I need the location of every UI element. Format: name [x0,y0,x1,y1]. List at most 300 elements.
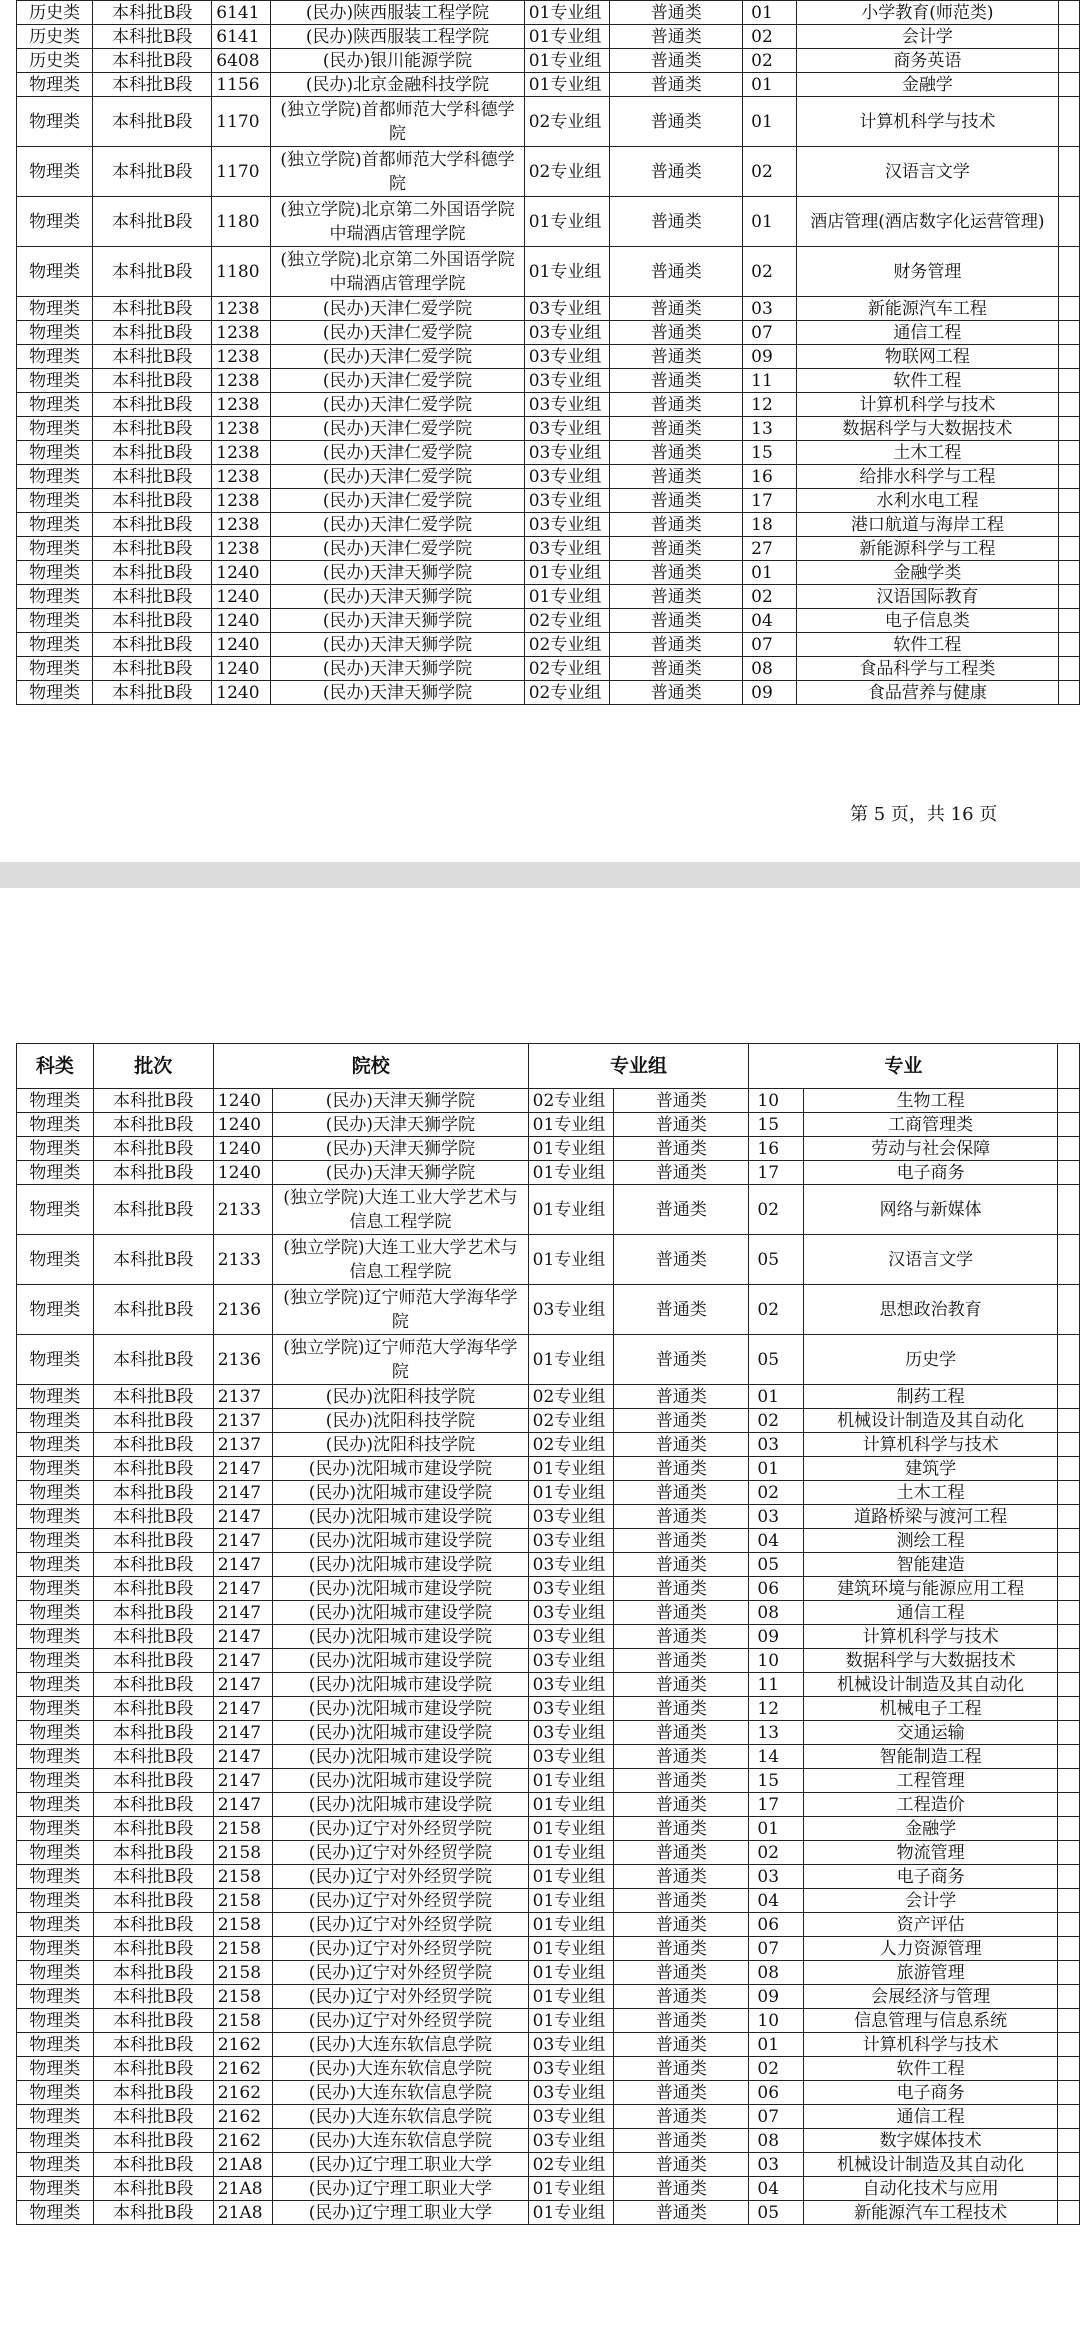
cell-school-name: (民办)天津天狮学院 [271,561,525,585]
cell-major-code: 12 [743,393,797,417]
cell-category: 物理类 [17,2081,94,2105]
cell-school-code: 1240 [213,1113,272,1137]
cell-school-code: 6141 [212,25,271,49]
cell-school-code: 1238 [212,417,271,441]
cell-school-name: (民办)大连东软信息学院 [273,2033,528,2057]
cell-extra [1058,561,1079,585]
cell-category: 物理类 [17,1433,94,1457]
cell-batch: 本科批B段 [93,1505,213,1529]
cell-school-name: (民办)沈阳城市建设学院 [273,1457,528,1481]
table-row [17,2177,1080,2201]
cell-extra [1058,2129,1080,2153]
cell-school-code: 2137 [213,1409,272,1433]
cell-category: 物理类 [17,1625,94,1649]
cell-school-name: (独立学院)首都师范大学科德学院 [271,97,525,147]
table-row [17,609,1080,633]
cell-school-code: 2162 [213,2081,272,2105]
cell-major-group: 03专业组 [528,1745,614,1769]
table-row [17,321,1080,345]
cell-category: 物理类 [17,2033,94,2057]
cell-category: 物理类 [17,2057,94,2081]
table-row [17,2081,1080,2105]
cell-major-name: 智能建造 [803,1553,1057,1577]
cell-major-code: 01 [749,1457,804,1481]
cell-extra [1058,321,1079,345]
cell-extra [1058,1505,1080,1529]
cell-category: 历史类 [17,1,93,25]
cell-school-name: (民办)大连东软信息学院 [273,2081,528,2105]
cell-school-code: 1238 [212,465,271,489]
cell-school-name: (民办)沈阳城市建设学院 [273,1625,528,1649]
table-row [17,1769,1080,1793]
cell-school-code: 2158 [213,1817,272,1841]
cell-school-code: 2147 [213,1721,272,1745]
cell-category: 物理类 [17,1553,94,1577]
cell-major-name: 新能源汽车工程技术 [803,2201,1057,2225]
cell-category: 物理类 [17,1865,94,1889]
cell-major-code: 07 [743,321,797,345]
cell-category: 物理类 [17,393,93,417]
cell-major-code: 08 [749,1601,804,1625]
table-row [17,681,1080,705]
cell-batch: 本科批B段 [93,1697,213,1721]
cell-school-code: 2147 [213,1457,272,1481]
cell-major-code: 03 [749,1505,804,1529]
cell-school-name: (民办)沈阳城市建设学院 [273,1793,528,1817]
table-row [17,1433,1080,1457]
cell-major-name: 制药工程 [803,1385,1057,1409]
cell-major-group: 03专业组 [524,465,610,489]
cell-extra [1058,513,1079,537]
cell-school-code: 1240 [212,561,271,585]
cell-major-group: 03专业组 [528,2129,614,2153]
cell-major-code: 02 [743,585,797,609]
cell-school-name: (民办)辽宁对外经贸学院 [273,1913,528,1937]
table-row [17,1841,1080,1865]
cell-school-name: (民办)天津天狮学院 [271,585,525,609]
cell-category: 物理类 [17,465,93,489]
cell-category: 物理类 [17,1137,94,1161]
header-category: 科类 [17,1044,94,1089]
table-row [17,2129,1080,2153]
cell-type: 普通类 [614,1817,749,1841]
cell-major-name: 交通运输 [803,1721,1057,1745]
cell-major-group: 03专业组 [528,1529,614,1553]
cell-category: 物理类 [17,657,93,681]
cell-type: 普通类 [614,1649,749,1673]
table-row [17,1409,1080,1433]
cell-type: 普通类 [614,1529,749,1553]
cell-category: 物理类 [17,1937,94,1961]
table-row [17,1865,1080,1889]
cell-category: 物理类 [17,585,93,609]
page-footer: 第 5 页，共 16 页 [850,804,998,825]
cell-category: 物理类 [17,417,93,441]
cell-category: 物理类 [17,197,93,247]
cell-major-group: 03专业组 [524,297,610,321]
cell-major-group: 03专业组 [524,513,610,537]
cell-extra [1058,1137,1080,1161]
cell-major-code: 02 [749,1841,804,1865]
cell-school-name: (民办)天津天狮学院 [273,1089,528,1113]
cell-major-code: 14 [749,1745,804,1769]
table-row [17,1505,1080,1529]
cell-major-name: 金融学 [797,73,1059,97]
cell-type: 普通类 [610,585,743,609]
cell-major-name: 食品科学与工程类 [797,657,1059,681]
cell-major-group: 02专业组 [524,657,610,681]
cell-school-name: (民办)天津天狮学院 [273,1161,528,1185]
cell-school-code: 1238 [212,489,271,513]
cell-type: 普通类 [610,393,743,417]
cell-extra [1058,2033,1080,2057]
cell-category: 物理类 [17,609,93,633]
cell-major-code: 04 [749,1529,804,1553]
cell-extra [1058,1913,1080,1937]
cell-extra [1058,633,1079,657]
cell-batch: 本科批B段 [93,1457,213,1481]
cell-school-name: (民办)大连东软信息学院 [273,2057,528,2081]
cell-major-name: 软件工程 [797,369,1059,393]
cell-major-group: 02专业组 [528,2153,614,2177]
cell-school-code: 2158 [213,1961,272,1985]
cell-major-code: 06 [749,1577,804,1601]
cell-major-group: 03专业组 [524,393,610,417]
table-row [17,513,1080,537]
cell-major-code: 01 [743,73,797,97]
table-row [17,49,1080,73]
cell-school-name: (独立学院)大连工业大学艺术与信息工程学院 [273,1185,528,1235]
cell-batch: 本科批B段 [93,489,212,513]
cell-school-code: 2133 [213,1235,272,1285]
cell-category: 物理类 [17,1385,94,1409]
cell-major-name: 测绘工程 [803,1529,1057,1553]
cell-school-code: 2136 [213,1285,272,1335]
cell-school-name: (民办)辽宁对外经贸学院 [273,1961,528,1985]
cell-batch: 本科批B段 [93,1409,213,1433]
cell-batch: 本科批B段 [93,73,212,97]
cell-extra [1058,1961,1080,1985]
cell-major-group: 01专业组 [528,1137,614,1161]
cell-school-code: 2147 [213,1553,272,1577]
cell-school-code: 1180 [212,247,271,297]
cell-major-name: 历史学 [803,1335,1057,1385]
cell-extra [1058,2009,1080,2033]
cell-type: 普通类 [610,633,743,657]
cell-major-code: 15 [749,1769,804,1793]
cell-major-name: 机械电子工程 [803,1697,1057,1721]
cell-extra [1058,297,1079,321]
cell-major-name: 机械设计制造及其自动化 [803,1409,1057,1433]
cell-type: 普通类 [614,1235,749,1285]
table-row [17,1553,1080,1577]
cell-extra [1058,1625,1080,1649]
cell-type: 普通类 [614,1335,749,1385]
cell-category: 物理类 [17,489,93,513]
cell-type: 普通类 [614,1793,749,1817]
cell-major-group: 01专业组 [528,1457,614,1481]
table-row [17,247,1080,297]
cell-type: 普通类 [610,537,743,561]
cell-batch: 本科批B段 [93,2177,213,2201]
cell-major-group: 01专业组 [528,1335,614,1385]
cell-school-code: 2162 [213,2105,272,2129]
cell-batch: 本科批B段 [93,2009,213,2033]
cell-major-code: 03 [743,297,797,321]
table-row [17,1649,1080,1673]
cell-school-name: (民办)辽宁对外经贸学院 [273,2009,528,2033]
cell-major-group: 01专业组 [528,1185,614,1235]
cell-type: 普通类 [610,465,743,489]
cell-major-group: 03专业组 [524,441,610,465]
cell-major-name: 旅游管理 [803,1961,1057,1985]
cell-category: 物理类 [17,297,93,321]
cell-type: 普通类 [614,2081,749,2105]
cell-school-code: 2158 [213,1913,272,1937]
cell-school-code: 2158 [213,1889,272,1913]
cell-school-name: (民办)沈阳城市建设学院 [273,1769,528,1793]
cell-school-code: 2147 [213,1505,272,1529]
cell-major-code: 07 [749,2105,804,2129]
table-row [17,393,1080,417]
cell-batch: 本科批B段 [93,2057,213,2081]
cell-extra [1058,657,1079,681]
cell-major-group: 01专业组 [528,1841,614,1865]
cell-school-code: 2162 [213,2033,272,2057]
cell-major-name: 会计学 [797,25,1059,49]
cell-school-name: (独立学院)首都师范大学科德学院 [271,147,525,197]
cell-major-group: 03专业组 [524,321,610,345]
cell-major-name: 劳动与社会保障 [803,1137,1057,1161]
cell-type: 普通类 [614,2177,749,2201]
cell-extra [1058,537,1079,561]
cell-extra [1058,1793,1080,1817]
cell-type: 普通类 [614,2033,749,2057]
cell-major-name: 人力资源管理 [803,1937,1057,1961]
cell-major-code: 27 [743,537,797,561]
cell-category: 物理类 [17,537,93,561]
cell-major-name: 土木工程 [797,441,1059,465]
table-row [17,97,1080,147]
cell-major-name: 汉语言文学 [797,147,1059,197]
cell-type: 普通类 [614,1385,749,1409]
table-row [17,369,1080,393]
cell-batch: 本科批B段 [93,1335,213,1385]
cell-type: 普通类 [610,561,743,585]
cell-type: 普通类 [610,49,743,73]
cell-category: 物理类 [17,1161,94,1185]
cell-major-code: 05 [749,1235,804,1285]
header-major-group: 专业组 [528,1044,749,1089]
cell-major-name: 商务英语 [797,49,1059,73]
cell-extra [1058,1113,1080,1137]
cell-major-group: 03专业组 [528,1649,614,1673]
cell-category: 物理类 [17,633,93,657]
cell-category: 物理类 [17,247,93,297]
cell-type: 普通类 [614,1409,749,1433]
cell-batch: 本科批B段 [93,197,212,247]
cell-batch: 本科批B段 [93,1673,213,1697]
cell-major-name: 机械设计制造及其自动化 [803,2153,1057,2177]
table-row [17,1961,1080,1985]
cell-school-code: 2158 [213,1841,272,1865]
cell-school-code: 1238 [212,345,271,369]
cell-major-name: 金融学 [803,1817,1057,1841]
cell-extra [1058,1697,1080,1721]
cell-school-code: 2147 [213,1577,272,1601]
cell-major-group: 02专业组 [524,681,610,705]
cell-major-code: 13 [749,1721,804,1745]
cell-major-name: 智能制造工程 [803,1745,1057,1769]
cell-school-code: 2147 [213,1769,272,1793]
cell-major-name: 计算机科学与技术 [797,393,1059,417]
cell-major-group: 03专业组 [528,2057,614,2081]
cell-extra [1058,1529,1080,1553]
cell-major-name: 计算机科学与技术 [803,1625,1057,1649]
cell-category: 物理类 [17,1745,94,1769]
cell-extra [1058,1481,1080,1505]
cell-batch: 本科批B段 [93,1089,213,1113]
cell-school-code: 2147 [213,1793,272,1817]
cell-extra [1058,1865,1080,1889]
cell-category: 物理类 [17,1841,94,1865]
cell-extra [1058,197,1079,247]
cell-batch: 本科批B段 [93,1481,213,1505]
cell-major-name: 通信工程 [797,321,1059,345]
cell-extra [1058,2105,1080,2129]
cell-category: 物理类 [17,97,93,147]
cell-type: 普通类 [614,1505,749,1529]
cell-type: 普通类 [614,1985,749,2009]
table-row [17,1113,1080,1137]
table-row [17,1185,1080,1235]
cell-major-group: 01专业组 [524,561,610,585]
cell-major-group: 01专业组 [524,49,610,73]
cell-batch: 本科批B段 [93,393,212,417]
cell-major-code: 03 [749,2153,804,2177]
cell-type: 普通类 [610,1,743,25]
cell-major-group: 02专业组 [524,633,610,657]
cell-type: 普通类 [614,1745,749,1769]
cell-school-name: (民办)天津天狮学院 [271,657,525,681]
cell-school-code: 1180 [212,197,271,247]
cell-school-code: 21A8 [213,2153,272,2177]
table-row [17,1817,1080,1841]
cell-type: 普通类 [614,1721,749,1745]
cell-major-group: 01专业组 [528,2009,614,2033]
cell-school-code: 1238 [212,441,271,465]
cell-type: 普通类 [610,247,743,297]
cell-major-group: 02专业组 [528,1089,614,1113]
cell-category: 物理类 [17,561,93,585]
table-row [17,2105,1080,2129]
cell-batch: 本科批B段 [93,1385,213,1409]
cell-major-group: 01专业组 [528,1961,614,1985]
cell-major-group: 02专业组 [528,1409,614,1433]
cell-school-code: 1170 [212,97,271,147]
cell-batch: 本科批B段 [93,2201,213,2225]
cell-batch: 本科批B段 [93,1985,213,2009]
cell-type: 普通类 [614,1285,749,1335]
cell-major-group: 03专业组 [528,2105,614,2129]
cell-major-code: 11 [749,1673,804,1697]
cell-type: 普通类 [610,25,743,49]
cell-category: 物理类 [17,2153,94,2177]
cell-major-name: 电子商务 [803,2081,1057,2105]
cell-school-code: 1170 [212,147,271,197]
cell-category: 物理类 [17,513,93,537]
cell-category: 历史类 [17,49,93,73]
cell-school-name: (民办)沈阳城市建设学院 [273,1649,528,1673]
cell-extra [1058,1335,1080,1385]
cell-major-code: 09 [749,1985,804,2009]
cell-major-name: 生物工程 [803,1089,1057,1113]
cell-batch: 本科批B段 [93,49,212,73]
cell-type: 普通类 [614,1185,749,1235]
cell-school-name: (民办)沈阳科技学院 [273,1409,528,1433]
header-extra [1058,1044,1080,1089]
cell-school-name: (独立学院)北京第二外国语学院中瑞酒店管理学院 [271,247,525,297]
cell-school-code: 2147 [213,1529,272,1553]
cell-category: 物理类 [17,345,93,369]
table-row [17,1913,1080,1937]
cell-school-name: (独立学院)大连工业大学艺术与信息工程学院 [273,1235,528,1285]
cell-type: 普通类 [610,297,743,321]
cell-school-code: 2162 [213,2057,272,2081]
cell-school-name: (民办)辽宁对外经贸学院 [273,1985,528,2009]
cell-major-name: 物联网工程 [797,345,1059,369]
cell-batch: 本科批B段 [93,1601,213,1625]
table-row [17,657,1080,681]
cell-extra [1058,1185,1080,1235]
cell-category: 物理类 [17,2105,94,2129]
cell-major-group: 01专业组 [528,2201,614,2225]
cell-batch: 本科批B段 [93,1913,213,1937]
cell-major-group: 01专业组 [528,1235,614,1285]
cell-major-group: 03专业组 [524,417,610,441]
cell-major-group: 02专业组 [524,147,610,197]
table-row [17,1601,1080,1625]
cell-batch: 本科批B段 [93,369,212,393]
table-header-row [17,1044,1080,1089]
cell-extra [1058,147,1079,197]
cell-batch: 本科批B段 [93,417,212,441]
cell-school-name: (民办)大连东软信息学院 [273,2129,528,2153]
cell-major-name: 建筑学 [803,1457,1057,1481]
cell-category: 物理类 [17,1529,94,1553]
cell-major-group: 01专业组 [524,197,610,247]
table-row [17,73,1080,97]
cell-school-code: 2147 [213,1601,272,1625]
table-row [17,1793,1080,1817]
cell-major-code: 02 [749,1409,804,1433]
cell-type: 普通类 [614,1553,749,1577]
cell-major-group: 02专业组 [524,97,610,147]
cell-type: 普通类 [614,1889,749,1913]
cell-extra [1058,465,1079,489]
cell-school-name: (民办)沈阳城市建设学院 [273,1673,528,1697]
table-row [17,1721,1080,1745]
cell-major-code: 03 [749,1433,804,1457]
table-row [17,297,1080,321]
cell-extra [1058,1385,1080,1409]
cell-type: 普通类 [610,441,743,465]
table-row [17,2009,1080,2033]
cell-school-code: 2147 [213,1649,272,1673]
cell-school-name: (民办)沈阳城市建设学院 [273,1577,528,1601]
cell-extra [1058,609,1079,633]
cell-category: 物理类 [17,1113,94,1137]
